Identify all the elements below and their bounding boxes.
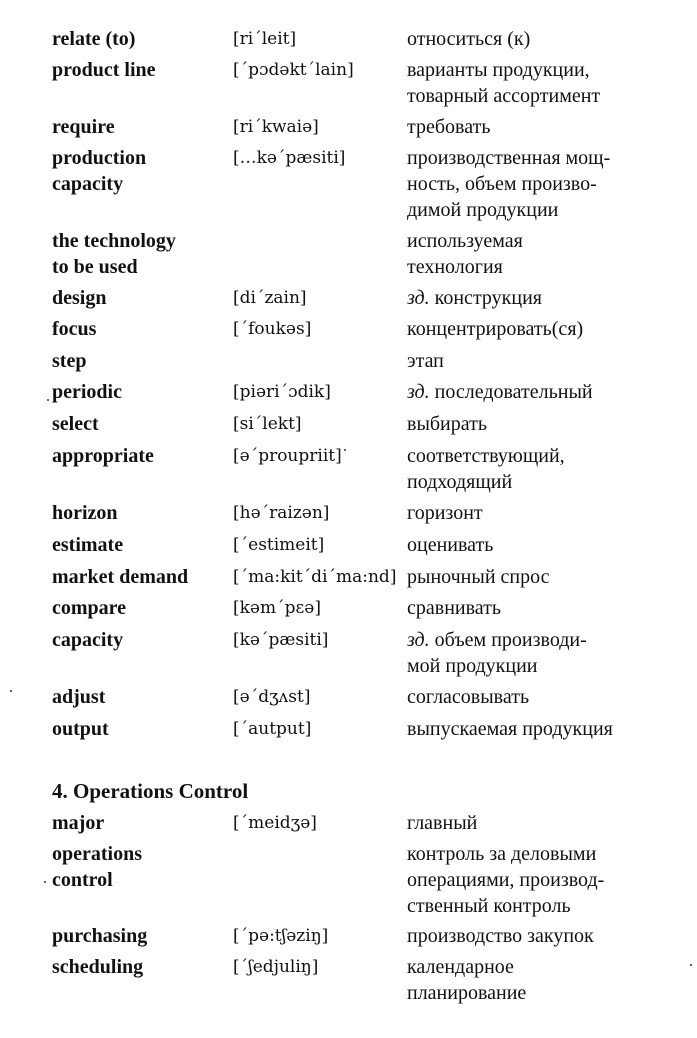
translation [407, 285, 692, 311]
translation [407, 595, 692, 621]
scan-speck [44, 881, 46, 883]
translation [407, 923, 692, 949]
translation-note: зд. [407, 381, 430, 403]
term: production capacity [52, 147, 147, 195]
translation-text: соответствующий, подходящий [407, 445, 565, 493]
transcription: [´pə:tʃəziŋ] [233, 926, 329, 946]
transcription: [´meidʒə] [233, 813, 317, 833]
translation-text: относиться (к) [407, 28, 531, 50]
translation [407, 228, 692, 280]
transcription: [ri´leit] [233, 29, 297, 49]
translation-text: горизонт [407, 502, 483, 524]
translation [407, 443, 692, 495]
scan-speck [47, 399, 49, 401]
scan-speck [10, 690, 12, 692]
translation [407, 114, 692, 140]
translation-text: этап [407, 350, 444, 372]
transcription: [di´zain] [233, 288, 307, 308]
transcription: [´foukəs] [233, 319, 312, 339]
scan-speck [690, 964, 692, 966]
translation-text: используемая технология [407, 230, 523, 278]
translation-text: главный [407, 812, 478, 834]
section-heading: 4. Operations Control [52, 779, 249, 803]
transcription: [hə´raizən] [233, 503, 330, 523]
translation-text: производственная мощ- ность, объем произво- димой продукции [407, 147, 611, 221]
translation [407, 348, 692, 374]
translation [407, 316, 692, 342]
term: estimate [52, 534, 124, 556]
term: step [52, 350, 87, 372]
transcription: [piəri´ɔdik] [233, 382, 331, 402]
term: major [52, 812, 105, 834]
term: scheduling [52, 956, 144, 978]
translation [407, 627, 692, 679]
translation [407, 564, 692, 590]
translation [407, 841, 692, 919]
translation-text: конструкция [429, 287, 542, 309]
translation [407, 26, 692, 52]
transcription: [ə´proupriit] [233, 446, 342, 466]
transcription: [si´lekt] [233, 414, 302, 434]
translation [407, 716, 692, 742]
term: purchasing [52, 925, 148, 947]
translation-text: рыночный спрос [407, 566, 550, 588]
translation-text: выпускаемая продукция [407, 718, 613, 740]
transcription: [´autput] [233, 719, 312, 739]
transcription: [´ʃedjuliŋ] [233, 957, 319, 977]
translation-note: зд. [407, 629, 430, 651]
transcription: [´ma:kit´di´ma:nd] [233, 567, 397, 587]
term: focus [52, 318, 97, 340]
translation-text: концентрировать(ся) [407, 318, 584, 340]
translation-text: последовательный [429, 381, 593, 403]
translation-text: производство закупок [407, 925, 594, 947]
translation-text: выбирать [407, 413, 487, 435]
transcription: […kə´pæsiti] [233, 148, 346, 168]
term: relate (to) [52, 28, 136, 50]
term: capacity [52, 629, 124, 651]
translation [407, 954, 692, 1006]
translation [407, 684, 692, 710]
term: compare [52, 597, 127, 619]
term: product line [52, 59, 156, 81]
translation [407, 411, 692, 437]
term: periodic [52, 381, 122, 403]
term: output [52, 718, 109, 740]
translation [407, 810, 692, 836]
term: adjust [52, 686, 106, 708]
term: operations control [52, 843, 142, 891]
transcription: [ə´dʒʌst] [233, 687, 311, 707]
transcription: [ri´kwaiə] [233, 117, 319, 137]
translation-text: оценивать [407, 534, 494, 556]
translation-text: сравнивать [407, 597, 502, 619]
scan-speck [344, 449, 346, 451]
translation [407, 57, 692, 109]
term: appropriate [52, 445, 154, 467]
translation-text: согласовывать [407, 686, 530, 708]
term: the technology to be used [52, 230, 176, 278]
translation-text: календарное планирование [407, 956, 527, 1004]
translation [407, 145, 692, 223]
translation [407, 532, 692, 558]
term: horizon [52, 502, 118, 524]
term: design [52, 287, 107, 309]
translation-text: варианты продукции, товарный ассортимент [407, 59, 601, 107]
translation-text: требовать [407, 116, 491, 138]
translation-text: контроль за деловыми операциями, производ- ственный контроль [407, 843, 605, 917]
translation-note: зд. [407, 287, 430, 309]
transcription: [kəm´pɛə] [233, 598, 321, 618]
translation [407, 500, 692, 526]
transcription: [´estimeit] [233, 535, 325, 555]
transcription: [kə´pæsiti] [233, 630, 329, 650]
term: select [52, 413, 99, 435]
term: market demand [52, 566, 189, 588]
translation [407, 379, 692, 405]
translation-text: объем производи- мой продукции [407, 629, 587, 677]
term: require [52, 116, 115, 138]
transcription: [´pɔdəkt´lain] [233, 60, 354, 80]
